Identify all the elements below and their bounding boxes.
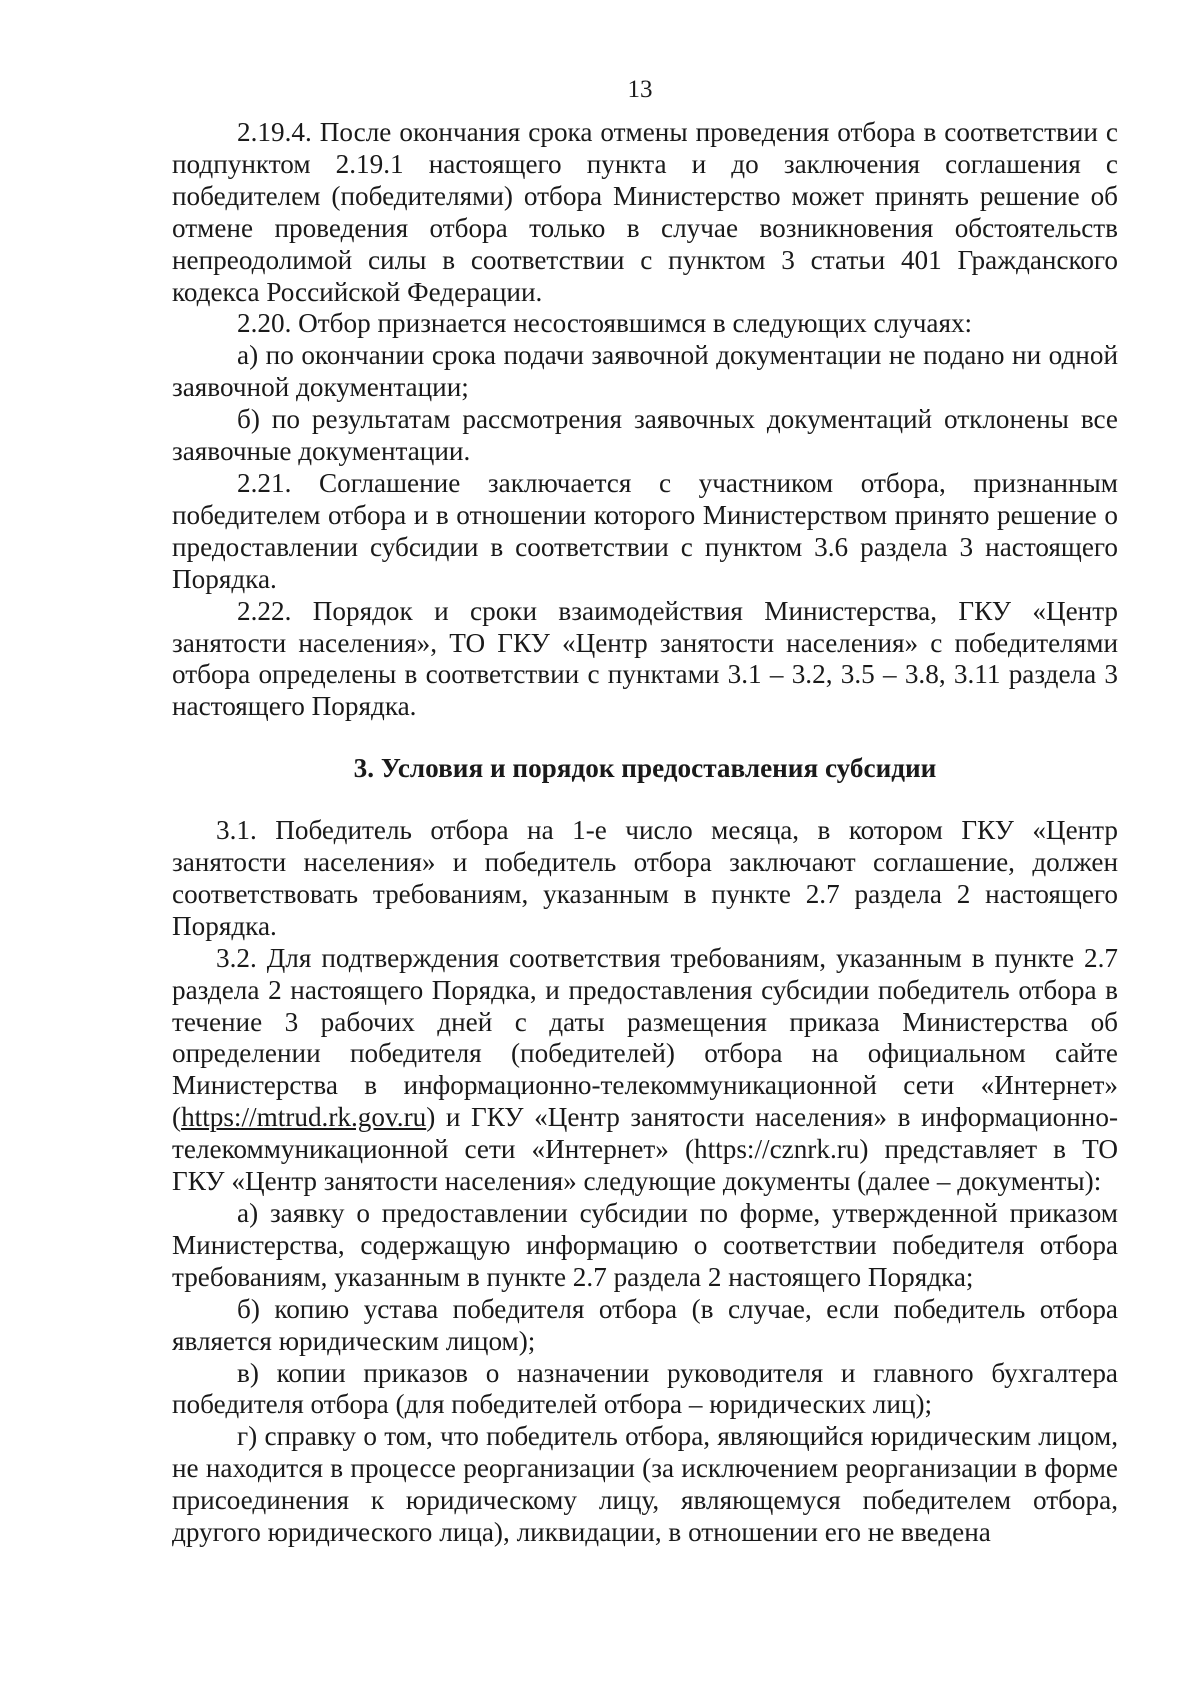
ministry-site-link[interactable]: https://mtrud.rk.gov.ru <box>181 1102 427 1133</box>
section-heading: 3. Условия и порядок предоставления субсидии <box>353 753 937 784</box>
list-item-3-2-g: г) справку о том, что победитель отбора, являющийся юридическим лицом, не находится в процессе реорганизации (за исключением реорганизации в форме присоединения к юридическому лицу, являющемуся победителем отбора, другого юридического лица), ликвидации, в отношении его не введена <box>172 1421 1118 1548</box>
paragraph-3-1: 3.1. Победитель отбора на 1-е число месяца, в котором ГКУ «Центр занятости населения» и победитель отбора заключают соглашение, должен соответствовать требованиям, указанным в пункте 2.7 раздела 2 настоящего Порядка. <box>172 815 1118 941</box>
paragraph-2-20: 2.20. Отбор признается несостоявшимся в следующих случаях: <box>237 308 973 339</box>
paragraph-2-22: 2.22. Порядок и сроки взаимодействия Министерства, ГКУ «Центр занятости населения», ТО ГКУ «Центр занятости населения» с победителями отбора определены в соответствии с пунктами 3.1 – 3.2, 3.5 – 3.8, 3.11 раздела 3 настоящего Порядка. <box>172 595 1118 722</box>
paragraph-2-19-4: 2.19.4. После окончания срока отмены проведения отбора в соответствии с подпунктом 2.19.1 настоящего пункта и до заключения соглашения с победителем (победителями) отбора Министерство может принять решение об отмене проведения отбора только в случае возникновения обстоятельств непреодолимой силы в соответствии с пунктом 3 статьи 401 Гражданского кодекса Российской Федерации. <box>172 117 1118 307</box>
list-item-2-20-a: а) по окончании срока подачи заявочной документации не подано ни одной заявочной документации; <box>172 340 1118 403</box>
paragraph-3-2-text-start: 3.2. Для подтверждения соответствия требованиям, указанным в пункте 2.7 раздела 2 настоящего Порядка, и предоставления субсидии победитель отбора в течение 3 рабочих дней с даты размещения приказа Министерства об определении победителя (победителей) отбора на официальном сайте Министерства в информационно-телекоммуникационной сети «Интернет» ( <box>172 942 1118 1133</box>
paragraph-3-2 <box>172 943 1118 1198</box>
document-body <box>172 117 1118 1549</box>
paragraph-2-21: 2.21. Соглашение заключается с участником отбора, признанным победителем отбора и в отношении которого Министерством принято решение о предоставлении субсидии в соответствии с пунктом 3.6 раздела 3 настоящего Порядка. <box>172 467 1118 594</box>
list-item-3-2-a: а) заявку о предоставлении субсидии по форме, утвержденной приказом Министерства, содержащую информацию о соответствии победителя отбора требованиям, указанным в пункте 2.7 раздела 2 настоящего Порядка; <box>172 1198 1118 1292</box>
paragraph-3-2-text-end: ) и ГКУ «Центр занятости населения» в информационно-телекоммуникационной сети «Интернет» (https://cznrk.ru) представляет в ТО ГКУ «Центр занятости населения» следующие документы (далее – документы): <box>172 1102 1118 1197</box>
list-item-3-2-v: в) копии приказов о назначении руководителя и главного бухгалтера победителя отбора (для победителей отбора – юридических лиц); <box>172 1357 1118 1420</box>
list-item-3-2-b: б) копию устава победителя отбора (в случае, если победитель отбора является юридическим лицом); <box>172 1293 1118 1356</box>
section-3-content <box>172 815 1118 1198</box>
list-item-2-20-b: б) по результатам рассмотрения заявочных документаций отклонены все заявочные документации. <box>172 404 1118 467</box>
page-number: 13 <box>627 76 653 103</box>
